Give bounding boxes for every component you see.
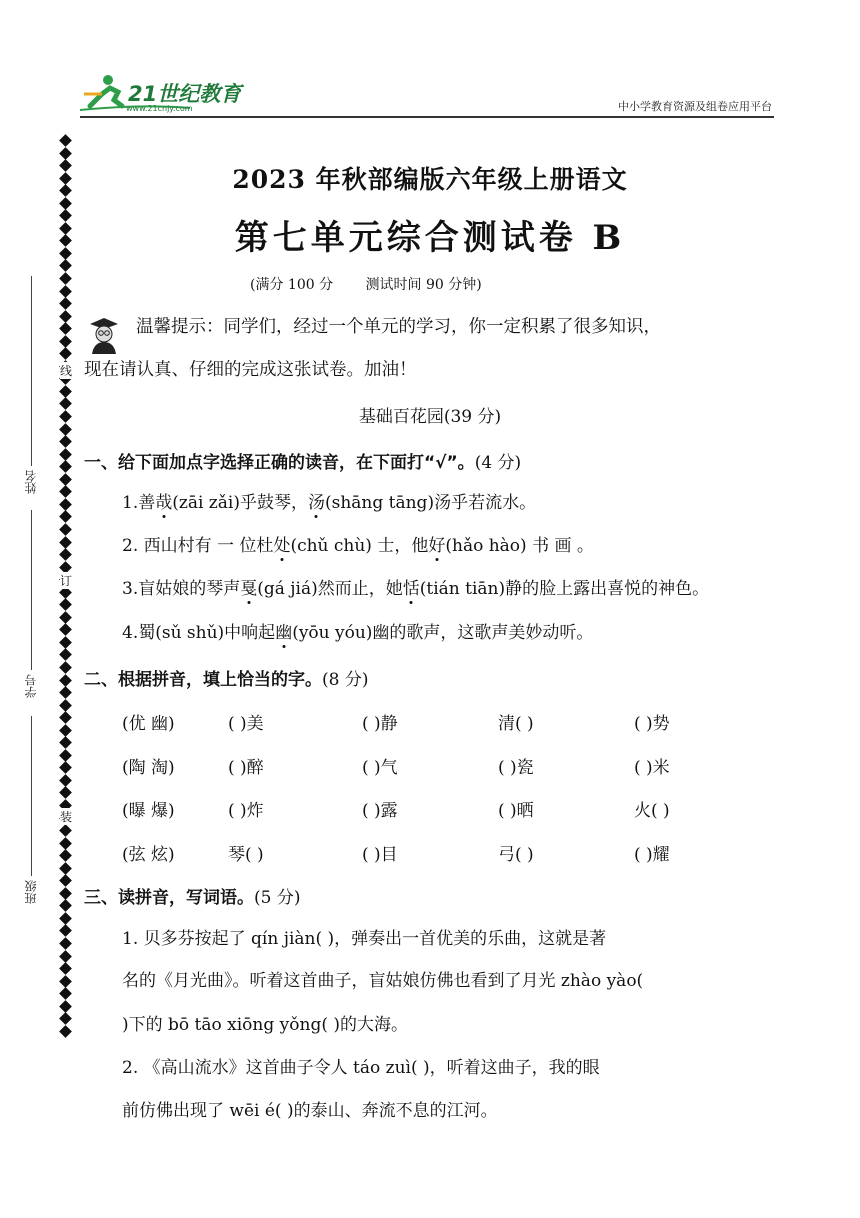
diamond-mark: [59, 749, 72, 762]
diamond-mark: [59, 674, 72, 687]
diamond-mark: [59, 473, 72, 486]
q3-line: 1. 贝多芬按起了 qín jiàn( )，弹奏出一首优美的乐曲，这就是著: [122, 929, 607, 949]
seal-line-mark: 线: [60, 364, 73, 378]
fill-blank[interactable]: ( )瓷: [498, 758, 534, 778]
q1-text: (tián tiān)静的脸上露出喜悦的神色。: [419, 579, 710, 599]
fill-blank[interactable]: ( )晒: [498, 801, 534, 821]
diamond-mark: [59, 649, 72, 662]
diamond-mark: [59, 699, 72, 712]
diamond-mark: [59, 962, 72, 975]
diamond-mark: [59, 297, 72, 310]
dotted-char: 汤: [307, 493, 325, 513]
diamond-mark: [59, 686, 72, 699]
exam-info: [250, 274, 510, 294]
diamond-mark: [59, 987, 72, 1000]
diamond-mark: [59, 824, 72, 837]
char-pair: (优 幽): [122, 714, 175, 734]
q1-item: [122, 488, 536, 513]
diamond-mark: [59, 322, 72, 335]
dotted-char: 哉: [155, 493, 173, 513]
part-title: 基础百花园(39 分): [358, 407, 502, 427]
section-2-text: 二、根据拼音，填上恰当的字。: [84, 670, 322, 690]
dotted-char: 好: [428, 536, 446, 556]
platform-label: 中小学教育资源及组卷应用平台: [618, 100, 772, 113]
logo-url: www.21cnjy.com: [126, 104, 193, 113]
diamond-mark: [59, 197, 72, 210]
diamond-mark: [59, 724, 72, 737]
diamond-mark: [59, 511, 72, 524]
section-1-points: (4 分): [474, 453, 522, 473]
fill-blank[interactable]: ( )势: [634, 714, 670, 734]
diamond-mark: [59, 147, 72, 160]
diamond-mark: [59, 761, 72, 774]
section-3-points: (5 分): [254, 888, 301, 908]
exam-subtitle: 2023 年秋部编版六年级上册语文: [232, 165, 628, 194]
header-divider: [80, 116, 774, 118]
diamond-mark: [59, 661, 72, 674]
section-3-text: 三、读拼音，写词语。: [84, 888, 254, 908]
q3-line: )下的 bō tāo xiōng yǒng( )的大海。: [122, 1015, 408, 1035]
diamond-mark: [59, 711, 72, 724]
q1-item: [122, 618, 593, 643]
name-label: 姓名: [24, 470, 38, 494]
diamond-mark: [59, 498, 72, 511]
diamond-mark: [59, 950, 72, 963]
q1-text: 3.盲姑娘的琴声: [122, 579, 241, 599]
diamond-mark: [59, 272, 72, 285]
fill-blank[interactable]: 弓( ): [498, 845, 534, 865]
q1-item: [122, 574, 709, 599]
diamond-mark: [59, 448, 72, 461]
q1-text: 2. 西山村有 一 位杜: [122, 536, 274, 556]
seal-pack-mark: 装: [60, 810, 73, 824]
exam-time: 测试时间 90 分钟): [365, 277, 482, 293]
diamond-mark: [59, 1000, 72, 1013]
q1-text: (gá jiá)然而止，她: [257, 579, 403, 599]
diamond-mark: [59, 925, 72, 938]
fill-blank[interactable]: 琴( ): [228, 845, 264, 865]
section-1-text: 一、给下面加点字选择正确的读音，在下面打“√”。: [84, 453, 475, 473]
diamond-mark: [59, 849, 72, 862]
dotted-char: 恬: [402, 579, 420, 599]
tip-line-1: 温馨提示：同学们，经过一个单元的学习，你一定积累了很多知识，: [136, 317, 661, 337]
fill-blank[interactable]: ( )气: [362, 758, 398, 778]
q1-item: [122, 531, 594, 556]
q1-text: (hǎo hào) 书 画 。: [445, 536, 594, 556]
char-pair: (曝 爆): [122, 801, 175, 821]
fill-blank[interactable]: ( )米: [634, 758, 670, 778]
diamond-mark: [59, 485, 72, 498]
diamond-mark: [59, 774, 72, 787]
diamond-mark: [59, 837, 72, 850]
diamond-mark: [59, 347, 72, 360]
exam-title: 第七单元综合测试卷 B: [234, 218, 626, 258]
dotted-char: 幽: [275, 623, 293, 643]
diamond-mark: [59, 536, 72, 549]
diamond-mark: [59, 636, 72, 649]
tip-line-2: 现在请认真、仔细的完成这张试卷。加油！: [84, 360, 417, 380]
diamond-mark: [59, 937, 72, 950]
q3-line: 2. 《高山流水》这首曲子令人 táo zuì( )，听着这曲子，我的眼: [122, 1058, 600, 1078]
diamond-mark: [59, 975, 72, 988]
q1-text: (chǔ chù) 士，他: [290, 536, 429, 556]
fill-blank[interactable]: ( )目: [362, 845, 398, 865]
diamond-mark: [59, 310, 72, 323]
diamond-mark: [59, 862, 72, 875]
char-pair: (陶 淘): [122, 758, 175, 778]
diamond-mark: [59, 874, 72, 887]
student-id-label: 学号: [24, 674, 38, 698]
diamond-mark: [59, 887, 72, 900]
id-line: [31, 510, 32, 670]
diamond-mark: [59, 623, 72, 636]
fill-blank[interactable]: ( )耀: [634, 845, 670, 865]
diamond-mark: [59, 523, 72, 536]
diamond-mark: [59, 435, 72, 448]
q3-line: 名的《月光曲》。听着这首曲子，盲姑娘仿佛也看到了月光 zhào yào(: [122, 971, 644, 991]
q1-text: 1.善: [122, 493, 156, 513]
fill-blank[interactable]: ( )露: [362, 801, 398, 821]
diamond-mark: [59, 912, 72, 925]
fill-blank[interactable]: ( )炸: [228, 801, 264, 821]
diamond-mark: [59, 736, 72, 749]
q3-line: 前仿佛出现了 wēi é( )的泰山、奔流不息的江河。: [122, 1101, 498, 1121]
class-line: [31, 716, 32, 876]
fill-blank[interactable]: 火( ): [634, 801, 670, 821]
diamond-mark: [59, 611, 72, 624]
diamond-mark: [59, 134, 72, 147]
section-3-title: [84, 883, 300, 908]
diamond-mark: [59, 285, 72, 298]
diamond-mark: [59, 1025, 72, 1038]
fill-blank[interactable]: 清( ): [498, 714, 534, 734]
q1-text: 4.蜀(sǔ shǔ)中响起: [122, 623, 276, 643]
diamond-mark: [59, 1012, 72, 1025]
q1-text: (yōu yóu)幽的歌声，这歌声美妙动听。: [292, 623, 594, 643]
diamond-mark: [59, 385, 72, 398]
fill-blank[interactable]: ( )静: [362, 714, 398, 734]
dotted-char: 处: [273, 536, 291, 556]
diamond-mark: [59, 787, 72, 800]
full-score: (满分 100 分: [250, 277, 334, 293]
q1-text: (zāi zǎi)乎鼓琴，: [172, 493, 308, 513]
char-pair: (弦 炫): [122, 845, 175, 865]
diamond-mark: [59, 899, 72, 912]
teacher-icon: [86, 314, 122, 354]
section-2-title: [84, 665, 368, 690]
logo-text: 21世纪教育: [128, 82, 242, 106]
name-line: [31, 276, 32, 466]
section-2-points: (8 分): [322, 670, 369, 690]
diamond-mark: [59, 260, 72, 273]
seal-bind-mark: 订: [60, 574, 73, 588]
fill-blank[interactable]: ( )醉: [228, 758, 264, 778]
diamond-mark: [59, 460, 72, 473]
section-1-title: [84, 448, 521, 473]
dotted-char: 戛: [240, 579, 258, 599]
diamond-mark: [59, 598, 72, 611]
fill-blank[interactable]: ( )美: [228, 714, 264, 734]
diamond-mark: [59, 335, 72, 348]
q1-text: (shāng tāng)汤乎若流水。: [324, 493, 537, 513]
diamond-mark: [59, 548, 72, 561]
class-label: 班级: [24, 880, 38, 904]
